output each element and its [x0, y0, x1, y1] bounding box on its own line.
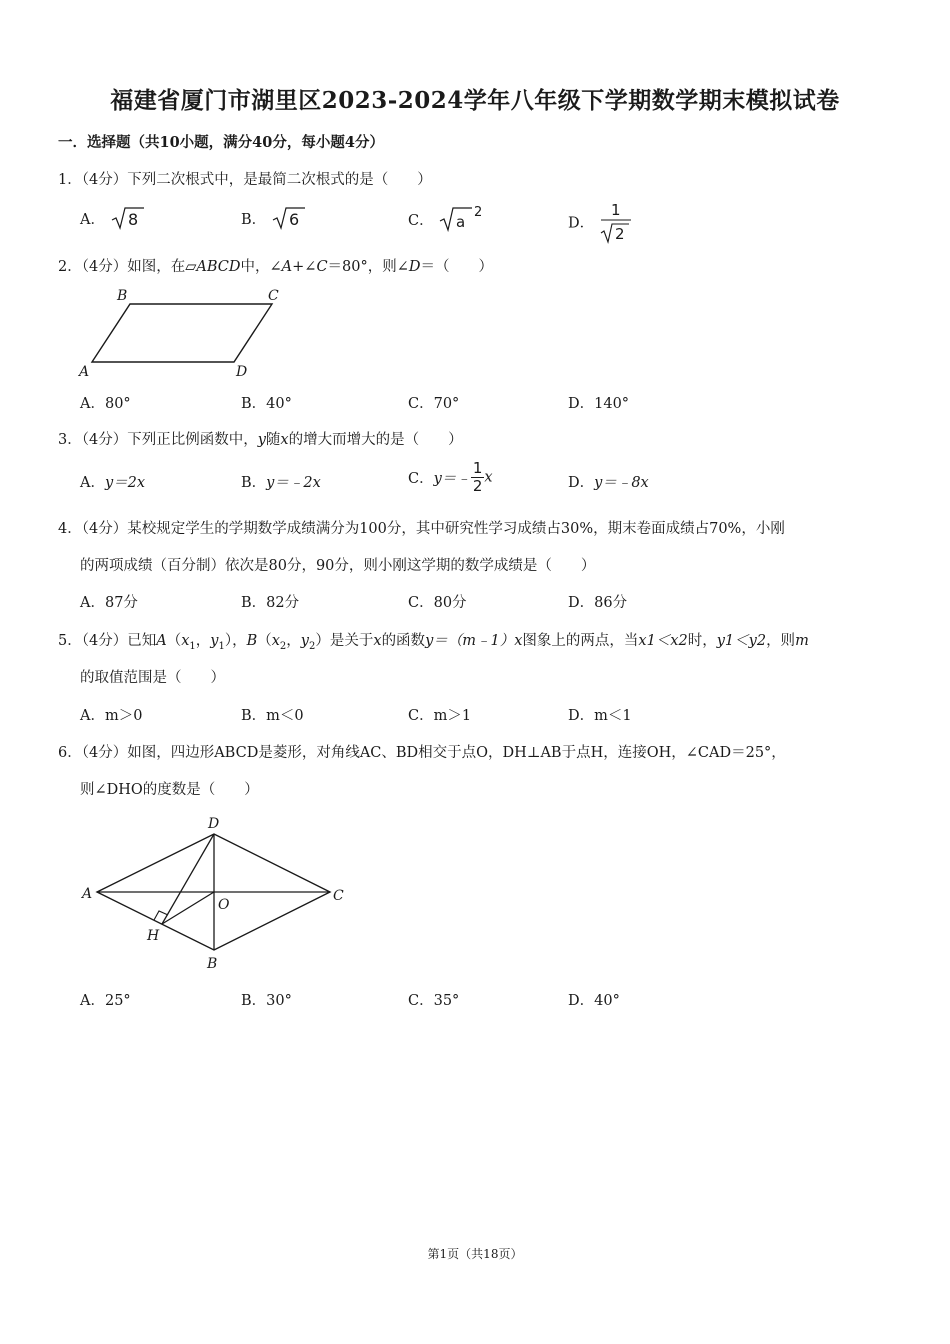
coord-var: y [210, 633, 219, 649]
q5-option-a: A．m＞0 [80, 708, 143, 724]
radicand: 8 [127, 210, 138, 229]
subscript: 2 [309, 640, 316, 652]
q1-option-d [568, 200, 633, 244]
stem-text: 如图，在▱ [127, 259, 197, 275]
q1-option-a [80, 205, 146, 231]
radicand: a [456, 213, 466, 231]
question-6-line-2: 则∠DHO的度数是（ ） [80, 782, 259, 798]
exponent: 2 [474, 205, 483, 220]
q2-option-b: B．40° [241, 396, 292, 412]
question-4-line-2: 的两项成绩（百分制）依次是80分，90分，则小刚这学期的数学成绩是（ ） [80, 558, 596, 574]
option-expr: y＝2x [104, 475, 146, 491]
denominator: 2 [472, 477, 483, 495]
q1-option-b [241, 205, 307, 231]
stem-text: ＝80°，则∠ [327, 259, 409, 275]
stem-text: 随 [265, 432, 281, 448]
q5-option-c: C．m＞1 [408, 708, 472, 724]
option-label: D． [568, 475, 595, 491]
q6-option-a: A．25° [80, 993, 131, 1009]
option-label: C． [408, 213, 434, 229]
option-label: A． [80, 475, 105, 491]
parallelogram-figure [70, 282, 300, 382]
stem-text: 图象上的两点，当 [522, 633, 639, 649]
stem-text: 的增大而增大的是（ ） [288, 432, 463, 448]
point-label-h: H [147, 928, 160, 944]
q5-option-d: D．m＜1 [568, 708, 632, 724]
stem-var: m [795, 633, 809, 649]
vertex-label-d: D [236, 364, 248, 380]
question-5-line-2: 的取值范围是（ ） [80, 670, 225, 686]
denominator-radicand: 2 [614, 225, 625, 243]
stem-text: ＝（ ） [420, 259, 494, 275]
q1-option-c [408, 203, 488, 233]
q6-option-d: D．40° [568, 993, 620, 1009]
stem-text: 中，∠ [240, 259, 282, 275]
question-number: 1．（4分） [58, 172, 128, 188]
fraction [471, 461, 485, 494]
condition-expr: x1＜x2 [638, 633, 688, 649]
radicand: 6 [288, 210, 299, 229]
question-number: 6．（4分） [58, 745, 128, 761]
q5-option-b: B．m＜0 [241, 708, 304, 724]
q6-option-c: C．35° [408, 993, 460, 1009]
coord-var: x [181, 633, 190, 649]
stem-var: y [257, 432, 266, 448]
q2-option-a: A．80° [80, 396, 131, 412]
stem-var: A [281, 259, 293, 275]
q2-option-d: D．140° [568, 396, 630, 412]
numerator: 1 [472, 459, 483, 477]
stem-var: ABCD [196, 259, 241, 275]
subscript: 1 [218, 640, 225, 652]
sqrt-symbol [271, 205, 307, 231]
stem-text: 如图，四边形ABCD是菱形，对角线AC、BD相交于点O，DH⊥AB于点H，连接OH，∠CAD＝25°， [127, 745, 786, 761]
stem-text: 下列正比例函数中， [127, 432, 258, 448]
q4-option-d: D．86分 [568, 595, 628, 611]
option-label: A． [80, 212, 105, 228]
option-expr: y＝﹣ [433, 471, 471, 487]
point-name: B [246, 633, 258, 649]
q6-option-b: B．30° [241, 993, 292, 1009]
question-number: 5．（4分） [58, 633, 128, 649]
option-label: C． [408, 471, 434, 487]
coord-var: y [300, 633, 309, 649]
stem-var: x [373, 633, 382, 649]
question-4 [58, 517, 785, 538]
section-heading: 一．选择题（共10小题，满分40分，每小题4分） [58, 134, 384, 151]
q4-option-a: A．87分 [80, 595, 138, 611]
option-expr: y＝﹣8x [594, 475, 649, 491]
stem-text: 时， [687, 633, 717, 649]
option-label: D． [568, 215, 595, 232]
sqrt-symbol [110, 205, 146, 231]
question-6 [58, 741, 786, 762]
subscript: 2 [279, 640, 287, 652]
stem-text: ，则 [766, 633, 796, 649]
right-angle-mark [154, 911, 168, 920]
q2-option-c: C．70° [408, 396, 460, 412]
question-number: 2．（4分） [58, 259, 128, 275]
stem-var: D [408, 259, 421, 275]
vertex-label-c: C [268, 288, 279, 304]
point-label-o: O [218, 897, 230, 913]
question-2 [58, 255, 493, 276]
vertex-label-b: B [207, 956, 218, 972]
parallelogram-shape [92, 304, 272, 362]
stem-text: 的函数 [381, 633, 426, 649]
condition-expr: y1＜y2 [716, 633, 767, 649]
q3-option-c [408, 461, 493, 494]
option-label: B． [241, 475, 267, 491]
fraction-sqrt [599, 200, 633, 244]
vertex-label-b: B [117, 288, 128, 304]
coord-var: x [271, 633, 280, 649]
exam-title: 福建省厦门市湖里区2023-2024学年八年级下学期数学期末模拟试卷 [110, 87, 840, 114]
stem-text: 是关于 [329, 633, 374, 649]
q4-option-b: B．82分 [241, 595, 300, 611]
option-label: B． [241, 212, 267, 228]
stem-text: 某校规定学生的学期数学成绩满分为100分，其中研究性学习成绩占30%，期末卷面成绩占70%，小刚 [127, 521, 785, 537]
function-expr: y＝（m﹣1）x [425, 633, 523, 649]
vertex-label-d: D [208, 816, 220, 832]
q3-option-a [80, 471, 145, 492]
q3-option-d [568, 471, 649, 492]
stem-var: x [280, 432, 289, 448]
q4-option-c: C．80分 [408, 595, 467, 611]
question-5: 5．（4分）已知$A(x_1$，$y_1$），$B(x_2$，$y_2$）是关于x的函数y＝（m﹣1）x图象上的两点，当x1＜x2时，y1＜y2，则m [58, 633, 809, 652]
option-var: x [484, 469, 493, 486]
vertex-label-a: A [79, 364, 90, 380]
page-footer: 第1页（共18页） [427, 1247, 523, 1261]
subscript: 1 [189, 640, 196, 652]
vertex-label-c: C [333, 888, 344, 904]
numerator: 1 [610, 201, 621, 219]
stem-text: +∠ [292, 259, 317, 275]
point-name: A [156, 633, 167, 649]
q3-option-b [241, 471, 321, 492]
vertex-label-a: A [82, 886, 93, 902]
sqrt-symbol [438, 203, 488, 233]
option-expr: y＝﹣2x [266, 475, 321, 491]
question-number: 4．（4分） [58, 521, 128, 537]
question-3 [58, 428, 463, 449]
question-number: 3．（4分） [58, 432, 128, 448]
stem-text: 已知 [127, 633, 157, 649]
rhombus-figure [75, 812, 360, 972]
question-stem: 下列二次根式中，是最简二次根式的是（ ） [127, 172, 432, 188]
question-1 [58, 168, 432, 189]
segment-oh [162, 892, 214, 924]
stem-var: C [316, 259, 328, 275]
